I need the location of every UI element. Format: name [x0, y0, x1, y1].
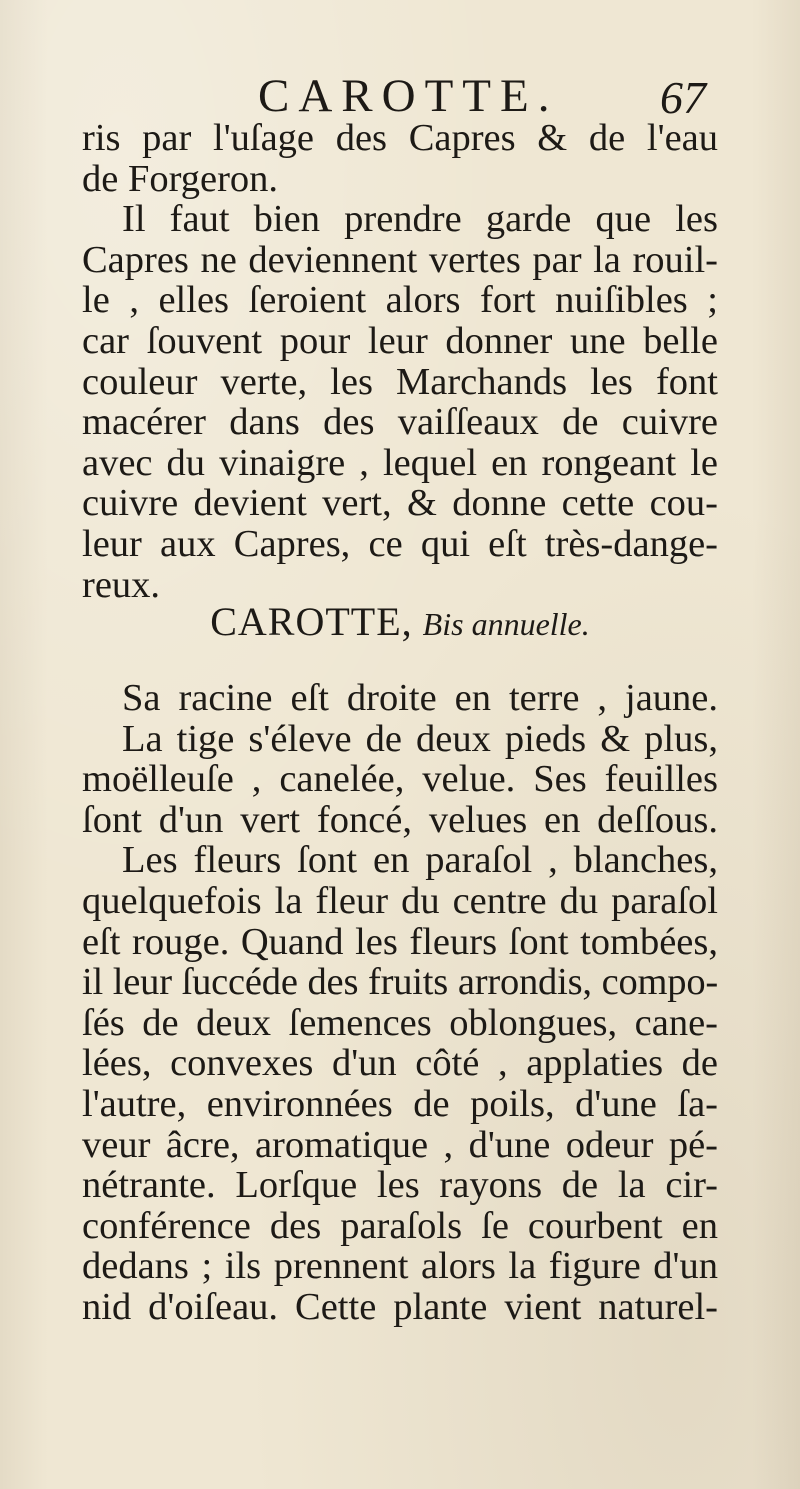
text-line: de Forgeron.	[82, 157, 279, 200]
page-number: 67	[660, 72, 706, 123]
text-line: avec du vinaigre , lequel en rongeant le	[82, 441, 718, 484]
section-title: CAROTTE,	[210, 599, 413, 644]
text-line: ſés de deux ſemences oblongues, cane-	[82, 1001, 718, 1044]
text-line: nétrante. Lorſque les rayons de la cir-	[82, 1164, 718, 1207]
running-head: CAROTTE.	[258, 70, 559, 122]
continuation-text	[82, 118, 718, 605]
text-line: Capres ne deviennent vertes par la rouil-	[82, 238, 718, 281]
text-line: il leur ſuccéde des fruits arrondis, compo-	[82, 961, 718, 1004]
text-line: leur aux Capres, ce qui eſt très-dange-	[82, 522, 718, 565]
text-line: Les fleurs ſont en paraſol , blanches,	[122, 839, 718, 882]
text-line: reux.	[82, 563, 161, 606]
text-line: moëlleuſe , canelée, velue. Ses feuilles	[82, 758, 718, 801]
text-line: Il faut bien prendre garde que les	[122, 198, 718, 241]
text-line: veur âcre, aromatique , d'une odeur pé-	[82, 1123, 718, 1166]
text-line: nid d'oiſeau. Cette plante vient naturel-	[82, 1285, 718, 1328]
body-text	[82, 678, 718, 1328]
text-line: couleur verte, les Marchands les font	[82, 360, 718, 403]
text-line: Sa racine eſt droite en terre , jaune.	[122, 677, 718, 719]
text-line: quelquefois la fleur du centre du paraſol	[82, 879, 718, 922]
text-line: car ſouvent pour leur donner une belle	[82, 319, 718, 362]
text-line: eſt rouge. Quand les fleurs ſont tombées,	[82, 920, 718, 963]
text-line: La tige s'éleve de deux pieds & plus,	[122, 717, 718, 760]
section-heading	[0, 598, 800, 648]
text-line: ſont d'un vert foncé, velues en deſſous.	[82, 798, 718, 841]
text-line: macérer dans des vaiſſeaux de cuivre	[82, 401, 718, 444]
section-subtitle: Bis annuelle.	[422, 606, 590, 642]
text-line: ris par l'uſage des Capres & de l'eau	[82, 117, 718, 159]
text-line: l'autre, environnées de poils, d'une ſa-	[82, 1082, 718, 1125]
text-line: le , elles ſeroient alors fort nuiſibles ;	[82, 279, 718, 322]
text-line: dedans ; ils prennent alors la figure d'un	[82, 1245, 718, 1288]
text-line: cuivre devient vert, & donne cette cou-	[82, 482, 718, 525]
text-line: conférence des paraſols ſe courbent en	[82, 1204, 718, 1247]
text-line: lées, convexes d'un côté , applaties de	[82, 1042, 718, 1085]
